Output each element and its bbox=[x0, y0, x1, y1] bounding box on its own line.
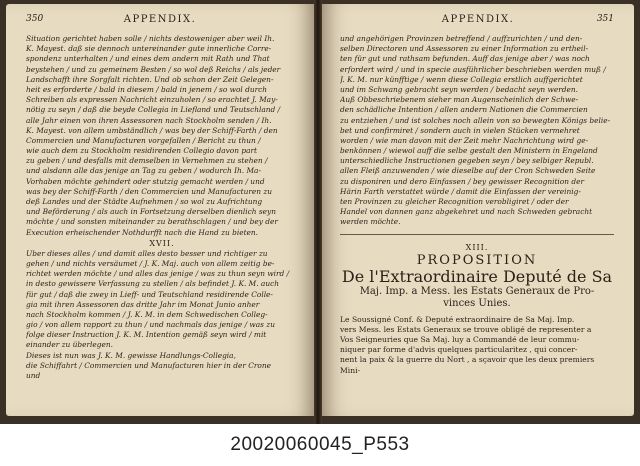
text-line: Schreiben als expressen Nachricht einzuholen / so erachtet J. May- bbox=[26, 95, 278, 105]
text-line: was bey der Schiff-Farth / den Commercien und Manufacturen zu bbox=[26, 186, 273, 196]
text-line: und Beförderung / als auch in Fortsetzung derselben dienlich seyn bbox=[26, 207, 276, 217]
right-paragraph-2 bbox=[340, 315, 614, 376]
text-line: die Schiffahrt / Commercien und Manufacturen hier in der Crone bbox=[26, 360, 271, 370]
text-line: und alsdann alle das jenige an Tag zu geben / wodurch Ih. Ma- bbox=[26, 166, 261, 176]
text-line: K. Mayest. von allem umbständlich / was bey der Schiff-Farth / den bbox=[26, 125, 278, 135]
text-line: Vos Seigneuries que Sa Maj. luy a Commandé de leur commu- bbox=[340, 334, 580, 344]
book-gutter bbox=[314, 0, 322, 424]
text-line: bet und confirmiret / sondern auch in vielen Stücken vermehret bbox=[340, 125, 580, 135]
text-line: möchte / und sonsten miteinander zu berathschlagen / und bey der bbox=[26, 217, 278, 227]
text-line: folge dieser Instruction J. K. M. Intention gemäß seyn wird / mit bbox=[26, 330, 267, 340]
section-divider bbox=[340, 234, 614, 235]
text-line: und angehörigen Provinzen betreffend / auffzurichten / und den- bbox=[340, 34, 583, 43]
right-section-number: XIII. bbox=[465, 242, 489, 252]
text-line: erfordert wird / und in specie ausführlicher beschrieben werden muß / bbox=[340, 64, 606, 74]
text-line: Landschafft ihre Sorgfalt richten. Und ob schon der Zeit Gelegen- bbox=[26, 74, 274, 84]
text-line: zu entziehen / und ist solches noch allein von so bewegten Königs belie- bbox=[340, 115, 611, 125]
left-page-number: 350 bbox=[26, 14, 44, 24]
right-running-head bbox=[342, 14, 614, 28]
text-line: den schädliche Intention / allen andern Nationen die Commercien bbox=[340, 105, 588, 115]
text-line: Härin Farth verstattet würde / damit die Einfassen der vereinig- bbox=[340, 186, 581, 196]
text-line: wie auch dem zu Stockholm residirenden Collegio davon part bbox=[26, 146, 257, 156]
text-line: K. Mayest. daß sie dennoch untereinander gute innerliche Corre- bbox=[26, 44, 272, 54]
right-page-body bbox=[340, 34, 614, 376]
text-line: niquer par forme d'advis quelques particularitez , qui concer- bbox=[340, 345, 578, 355]
text-line: Uber dieses alles / und damit alles desto besser und richtiger zu bbox=[26, 248, 268, 258]
text-line: ten Provinzen zu gleicher Recognition verobligiret / oder der bbox=[340, 197, 569, 206]
text-line: nent la paix & la guerre du Nort , a sçavoir que les deux premiers bbox=[340, 355, 595, 365]
text-line: Commercien und Manufacturen vorgefallen / Bericht zu thun / bbox=[26, 135, 261, 145]
text-line: Dieses ist nun was J. K. M. gewisse Handlungs-Collegia, bbox=[26, 350, 236, 360]
text-line: Handel von dannen ganz abgekehret und nach Schweden gebracht bbox=[340, 207, 593, 217]
text-line: selben Directoren und Assessoren zu einer Information zu ertheil- bbox=[340, 44, 589, 54]
text-line: zu geben / und desfalls mit demselben in Vernehmen zu stehen / bbox=[26, 156, 268, 166]
proposition-subtitle-line-1: Maj. Imp. a Mess. les Estats Generaux de Pro- bbox=[359, 285, 595, 297]
text-line: allen Fleiß anzuwenden / wie dieselbe auf der Cron Schweden Seite bbox=[340, 166, 596, 176]
text-line: nötig zu seyn / daß die beyde Collegia in Liefland und Teutschland / bbox=[26, 105, 281, 115]
text-line: gio / von allem rapport zu thun / und nachmals das jenige / was zu bbox=[26, 320, 275, 330]
left-paragraph-1 bbox=[26, 34, 298, 238]
text-line: für gut / daß die zwey in Lieff- und Teutschland residirende Colle- bbox=[26, 289, 273, 299]
image-caption: 20020060045_P553 bbox=[230, 434, 410, 455]
text-line: richtet werden möchte / und alles das jenige / was zu thun seyn wird / bbox=[26, 269, 290, 279]
text-line: werden möchte. bbox=[340, 217, 401, 227]
left-page-body bbox=[26, 34, 298, 381]
text-line: Execution erheischender Nothdurfft nach die Hand zu bieten. bbox=[26, 227, 259, 237]
text-line: nach Stockholm kommen / J. K. M. in dem Schwedischen Colleg- bbox=[26, 309, 268, 319]
text-line: worden / wie man davon mit der Zeit mehr Nachrichtung wird ge- bbox=[340, 135, 589, 145]
right-paragraph-1 bbox=[340, 34, 614, 228]
text-line: Situation gerichtet haben solle / nichts destoweniger aber weil Ih. bbox=[26, 34, 275, 43]
text-line: vers Mess. les Estats Generaux se trouve obligé de representer a bbox=[340, 324, 592, 334]
text-line: gia mit ihren Assessoren das dritte Jahr im Monat Junio anher bbox=[26, 299, 260, 309]
text-line: und im Schwang gebracht seyn werden / bedacht seyn werden. bbox=[340, 84, 578, 94]
text-line: zu disponiren und dero Einfassen / bey gewisser Recognition der bbox=[340, 176, 584, 186]
proposition-subtitle-line-2: vinces Unies. bbox=[443, 297, 511, 309]
text-line: ten für gut und rathsam befunden. Auff das jenige aber / was noch bbox=[340, 54, 590, 64]
text-line: Mini- bbox=[340, 365, 361, 375]
text-line: deß Landes und der Städte Aufnehmen / so wol zu Aufrichtung bbox=[26, 197, 263, 206]
left-running-head bbox=[26, 14, 294, 28]
text-line: und bbox=[26, 371, 41, 380]
proposition-title: De l'Extraordinaire Deputé de Sa bbox=[341, 266, 613, 286]
text-line: J. K. M. nur künfftige / wenn diese Collegia erstlich auffgerichtet bbox=[340, 74, 583, 84]
left-paragraph-2 bbox=[26, 249, 298, 381]
text-line: einander zu überlegen. bbox=[26, 340, 114, 350]
text-line: Vorhaben möchte gehindert oder stutzig gemacht werden / und bbox=[26, 176, 265, 186]
text-line: beystehen / und zu gemeinem Besten / so wol deß Reichs / als jeder bbox=[26, 64, 281, 74]
text-line: gehen / und nichts versäumet / J. K. Maj. auch von allem zeitig be- bbox=[26, 258, 275, 268]
text-line: benkönnen / wiewol auff die selbe gestalt den Ministern in Engeland bbox=[340, 146, 598, 156]
left-running-title: APPENDIX. bbox=[123, 14, 197, 25]
right-page bbox=[322, 4, 634, 416]
text-line: in desto gewissere Verfassung zu stellen / als befindet J. K. M. auch bbox=[26, 279, 279, 289]
right-page-number: 351 bbox=[596, 14, 614, 24]
proposition-heading: PROPOSITION bbox=[416, 252, 538, 268]
text-line: unterschiedliche Instructionen gegeben seyn / bey selbiger Republ. bbox=[340, 156, 594, 166]
text-line: heit es erforderte / bald in diesem / bald in jenem / so wol durch bbox=[26, 84, 268, 94]
text-line: Auß Obbeschriebenem sieher man Augenscheinlich der Schwe- bbox=[340, 95, 579, 105]
left-page bbox=[6, 4, 314, 416]
text-line: spondenz unterhalten / und eines dem andern mit Rath und That bbox=[26, 54, 270, 64]
left-section-number: XVII. bbox=[149, 238, 175, 248]
text-line: Le Soussigné Conf. & Deputé extraordinaire de Sa Maj. Imp. bbox=[340, 314, 575, 324]
right-running-title: APPENDIX. bbox=[441, 14, 515, 25]
text-line: alle Jahr einen von ihren Assessoren nach Stockholm senden / Ih. bbox=[26, 115, 272, 125]
